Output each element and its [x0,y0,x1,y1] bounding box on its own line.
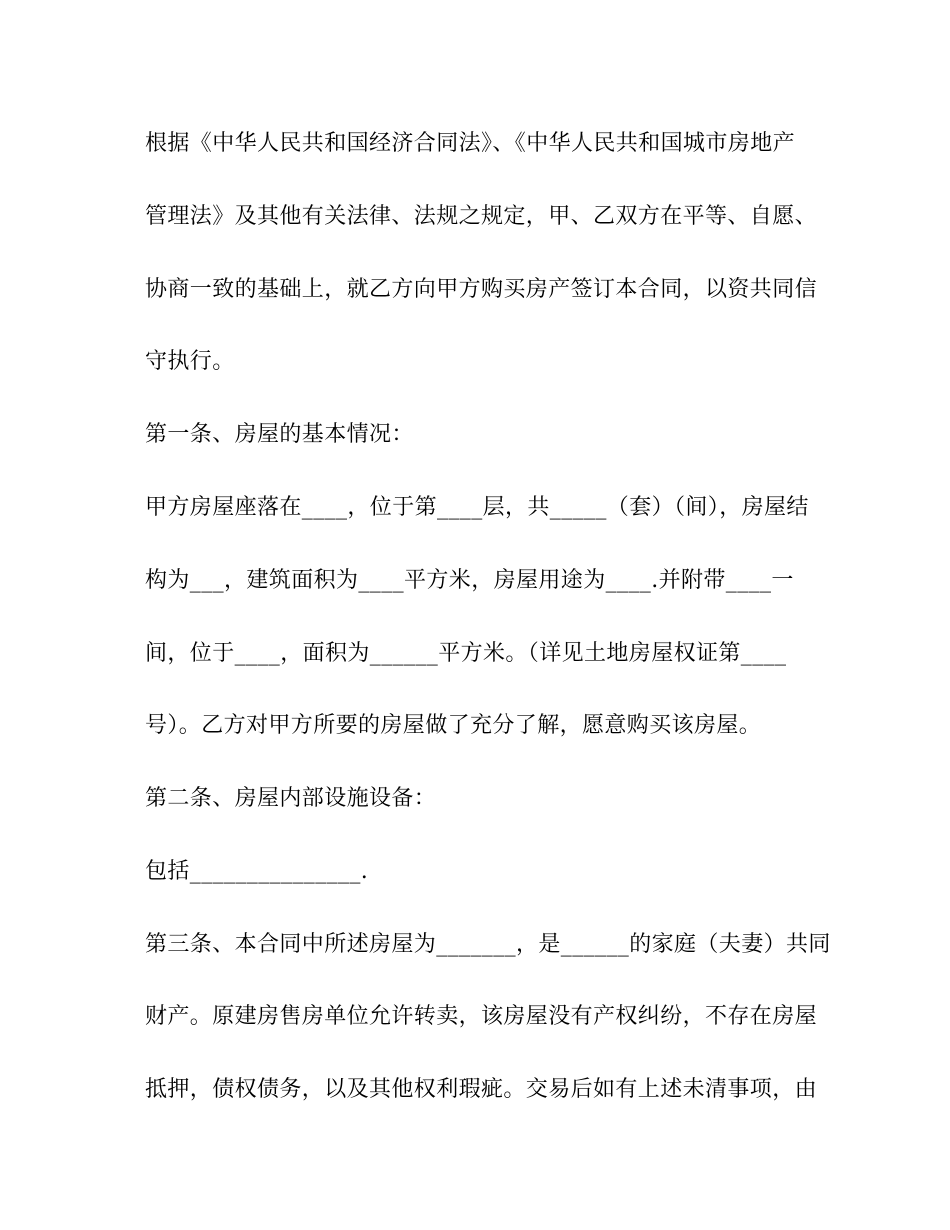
paragraph-line: 号）。乙方对甲方所要的房屋做了充分了解，愿意购买该房屋。 [145,713,762,738]
article-heading: 第二条、房屋内部设施设备： [145,786,437,811]
paragraph-line: 间，位于____，面积为______平方米。（详见土地房屋权证第____ [145,641,787,666]
paragraph-line: 甲方房屋座落在____，位于第____层，共_____（套）（间），房屋结 [145,495,809,520]
paragraph-line: 管理法》及其他有关法律、法规之规定，甲、乙双方在平等、自愿、 [145,204,818,229]
article-heading: 第一条、房屋的基本情况： [145,422,414,447]
paragraph-line: 包括_______________. [145,859,369,884]
paragraph-line: 抵押，债权债务，以及其他权利瑕疵。交易后如有上述未清事项，由 [145,1077,818,1102]
paragraph-line: 第三条、本合同中所述房屋为_______，是______的家庭（夫妻）共同 [145,932,831,957]
paragraph-line: 协商一致的基础上，就乙方向甲方购买房产签订本合同，以资共同信 [145,277,818,302]
paragraph-line: 财产。原建房售房单位允许转卖，该房屋没有产权纠纷，不存在房屋 [145,1004,818,1029]
paragraph-line: 守执行。 [145,349,235,374]
paragraph-line: 根据《中华人民共和国经济合同法》、《中华人民共和国城市房地产 [145,131,796,156]
paragraph-line: 构为___，建筑面积为____平方米，房屋用途为____.并附带____一 [145,568,794,593]
